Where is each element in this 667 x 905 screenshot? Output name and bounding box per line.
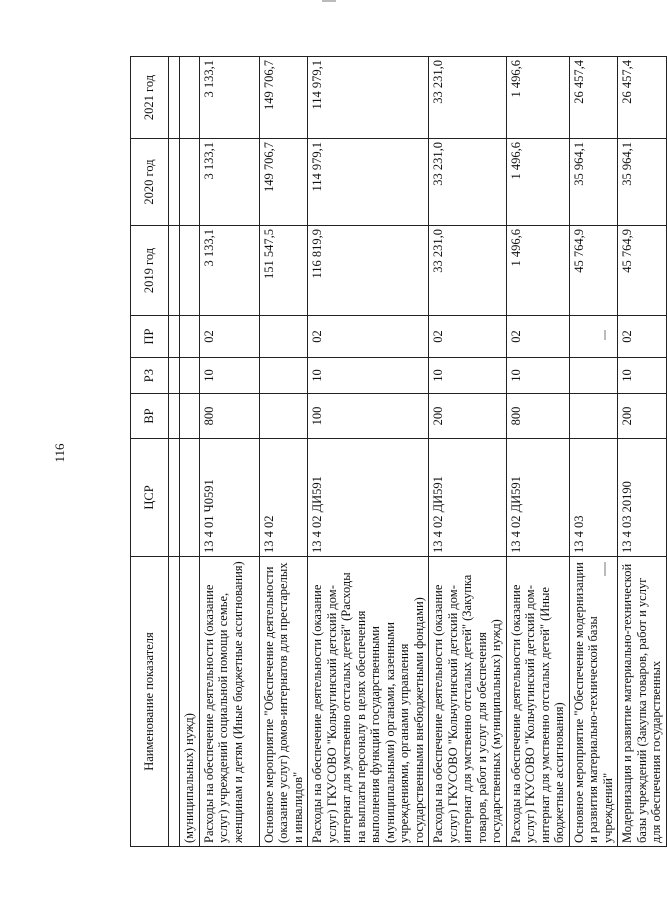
row-name: Основное мероприятие "Обеспечение деятельности (оказание услуг) домов-интернатов для престарелых и инвалидов" <box>259 557 308 847</box>
rotated-table-container <box>130 57 663 847</box>
row-rz: 10 <box>506 358 569 394</box>
row-vr: 200 <box>618 394 667 439</box>
row-2019: 116 819,9 <box>308 226 429 316</box>
row-2019: 1 496,6 <box>506 226 569 316</box>
header-csr: ЦСР <box>131 439 169 557</box>
row-pr: 02 <box>199 316 259 358</box>
scan-mark <box>604 562 606 576</box>
row-pr <box>180 316 200 358</box>
row-2020: 33 231,0 <box>429 139 507 226</box>
row-2020: 35 964,1 <box>618 139 667 226</box>
row-csr: 13 4 01 Ч0591 <box>199 439 259 557</box>
row-2020: 149 706,7 <box>259 139 308 226</box>
header-2019: 2019 год <box>131 226 169 316</box>
row-csr: 13 4 02 ДИ591 <box>506 439 569 557</box>
row-2021: 26 457,4 <box>569 57 618 139</box>
scan-mark <box>604 330 606 340</box>
row-2019: 151 547,5 <box>259 226 308 316</box>
row-pr <box>569 316 618 358</box>
header-2021: 2021 год <box>131 57 169 139</box>
row-2021: 114 979,1 <box>308 57 429 139</box>
row-rz: 10 <box>429 358 507 394</box>
row-pr: 02 <box>618 316 667 358</box>
table-row <box>199 57 259 847</box>
table-row <box>618 57 667 847</box>
row-vr: 200 <box>429 394 507 439</box>
table-row <box>506 57 569 847</box>
row-rz <box>259 358 308 394</box>
row-2019: 45 764,9 <box>569 226 618 316</box>
table-row <box>180 57 200 847</box>
header-2020: 2020 год <box>131 139 169 226</box>
row-2021: 1 496,6 <box>506 57 569 139</box>
table-subheader-row <box>169 57 180 847</box>
row-2019: 45 764,9 <box>618 226 667 316</box>
header-rz: РЗ <box>131 358 169 394</box>
row-name: Расходы на обеспечение деятельности (оказание услуг) ГКУСОВО "Кольчугинский детский дом-интернат для умственно отсталых детей" (Иные бюджетные ассигнования) <box>506 557 569 847</box>
table-row <box>259 57 308 847</box>
row-vr <box>180 394 200 439</box>
row-pr: 02 <box>308 316 429 358</box>
row-name: Основное мероприятие "Обеспечение модернизации и развития материально-технической базы учреждений" <box>569 557 618 847</box>
scan-mark <box>322 0 336 2</box>
row-vr <box>259 394 308 439</box>
row-2021: 3 133,1 <box>199 57 259 139</box>
row-csr: 13 4 03 <box>569 439 618 557</box>
row-rz: 10 <box>308 358 429 394</box>
row-2020: 3 133,1 <box>199 139 259 226</box>
row-name: Расходы на обеспечение деятельности (оказание услуг) учреждений социальной помощи семье, женщинам и детям (Иные бюджетные ассигнования) <box>199 557 259 847</box>
row-name: Расходы на обеспечение деятельности (оказание услуг) ГКУСОВО "Кольчугинский детский дом-интернат для умственно отсталых детей" (Закупка товаров, работ и услуг для обеспечения государственных (муниципальных) нужд) <box>429 557 507 847</box>
row-2021: 33 231,0 <box>429 57 507 139</box>
header-vr: ВР <box>131 394 169 439</box>
row-csr: 13 4 02 ДИ591 <box>308 439 429 557</box>
table-row <box>308 57 429 847</box>
row-rz: 10 <box>618 358 667 394</box>
row-2021: 26 457,4 <box>618 57 667 139</box>
row-rz <box>569 358 618 394</box>
row-2021 <box>180 57 200 139</box>
row-rz <box>180 358 200 394</box>
row-vr: 800 <box>506 394 569 439</box>
row-vr: 100 <box>308 394 429 439</box>
row-csr <box>180 439 200 557</box>
row-name: Расходы на обеспечение деятельности (оказание услуг) ГКУСОВО "Кольчугинский детский дом-интернат для умственно отсталых детей" (Расходы на выплаты персоналу в целях обеспечения выполнения функций государственными (муниципальными) органами, казенными учреждениями, органами управления государственными внебюджетными фондами) <box>308 557 429 847</box>
row-rz: 10 <box>199 358 259 394</box>
row-pr: 02 <box>429 316 507 358</box>
table-header-row <box>131 57 169 847</box>
page-number: 116 <box>52 443 67 463</box>
row-2019 <box>180 226 200 316</box>
row-name: (муниципальных) нужд) <box>180 557 200 847</box>
row-2020 <box>180 139 200 226</box>
header-name: Наименование показателя <box>131 557 169 847</box>
row-2021: 149 706,7 <box>259 57 308 139</box>
table-row <box>429 57 507 847</box>
row-csr: 13 4 02 ДИ591 <box>429 439 507 557</box>
row-csr: 13 4 02 <box>259 439 308 557</box>
row-vr <box>569 394 618 439</box>
row-pr <box>259 316 308 358</box>
row-2019: 33 231,0 <box>429 226 507 316</box>
row-vr: 800 <box>199 394 259 439</box>
row-2020: 114 979,1 <box>308 139 429 226</box>
header-pr: ПР <box>131 316 169 358</box>
row-name: Модернизация и развитие материально-технической базы учреждений (Закупка товаров, работ и услуг для обеспечения государственных <box>618 557 667 847</box>
row-2020: 1 496,6 <box>506 139 569 226</box>
row-2020: 35 964,1 <box>569 139 618 226</box>
row-pr: 02 <box>506 316 569 358</box>
table-row <box>569 57 618 847</box>
row-2019: 3 133,1 <box>199 226 259 316</box>
budget-table <box>130 56 667 847</box>
row-csr: 13 4 03 20190 <box>618 439 667 557</box>
